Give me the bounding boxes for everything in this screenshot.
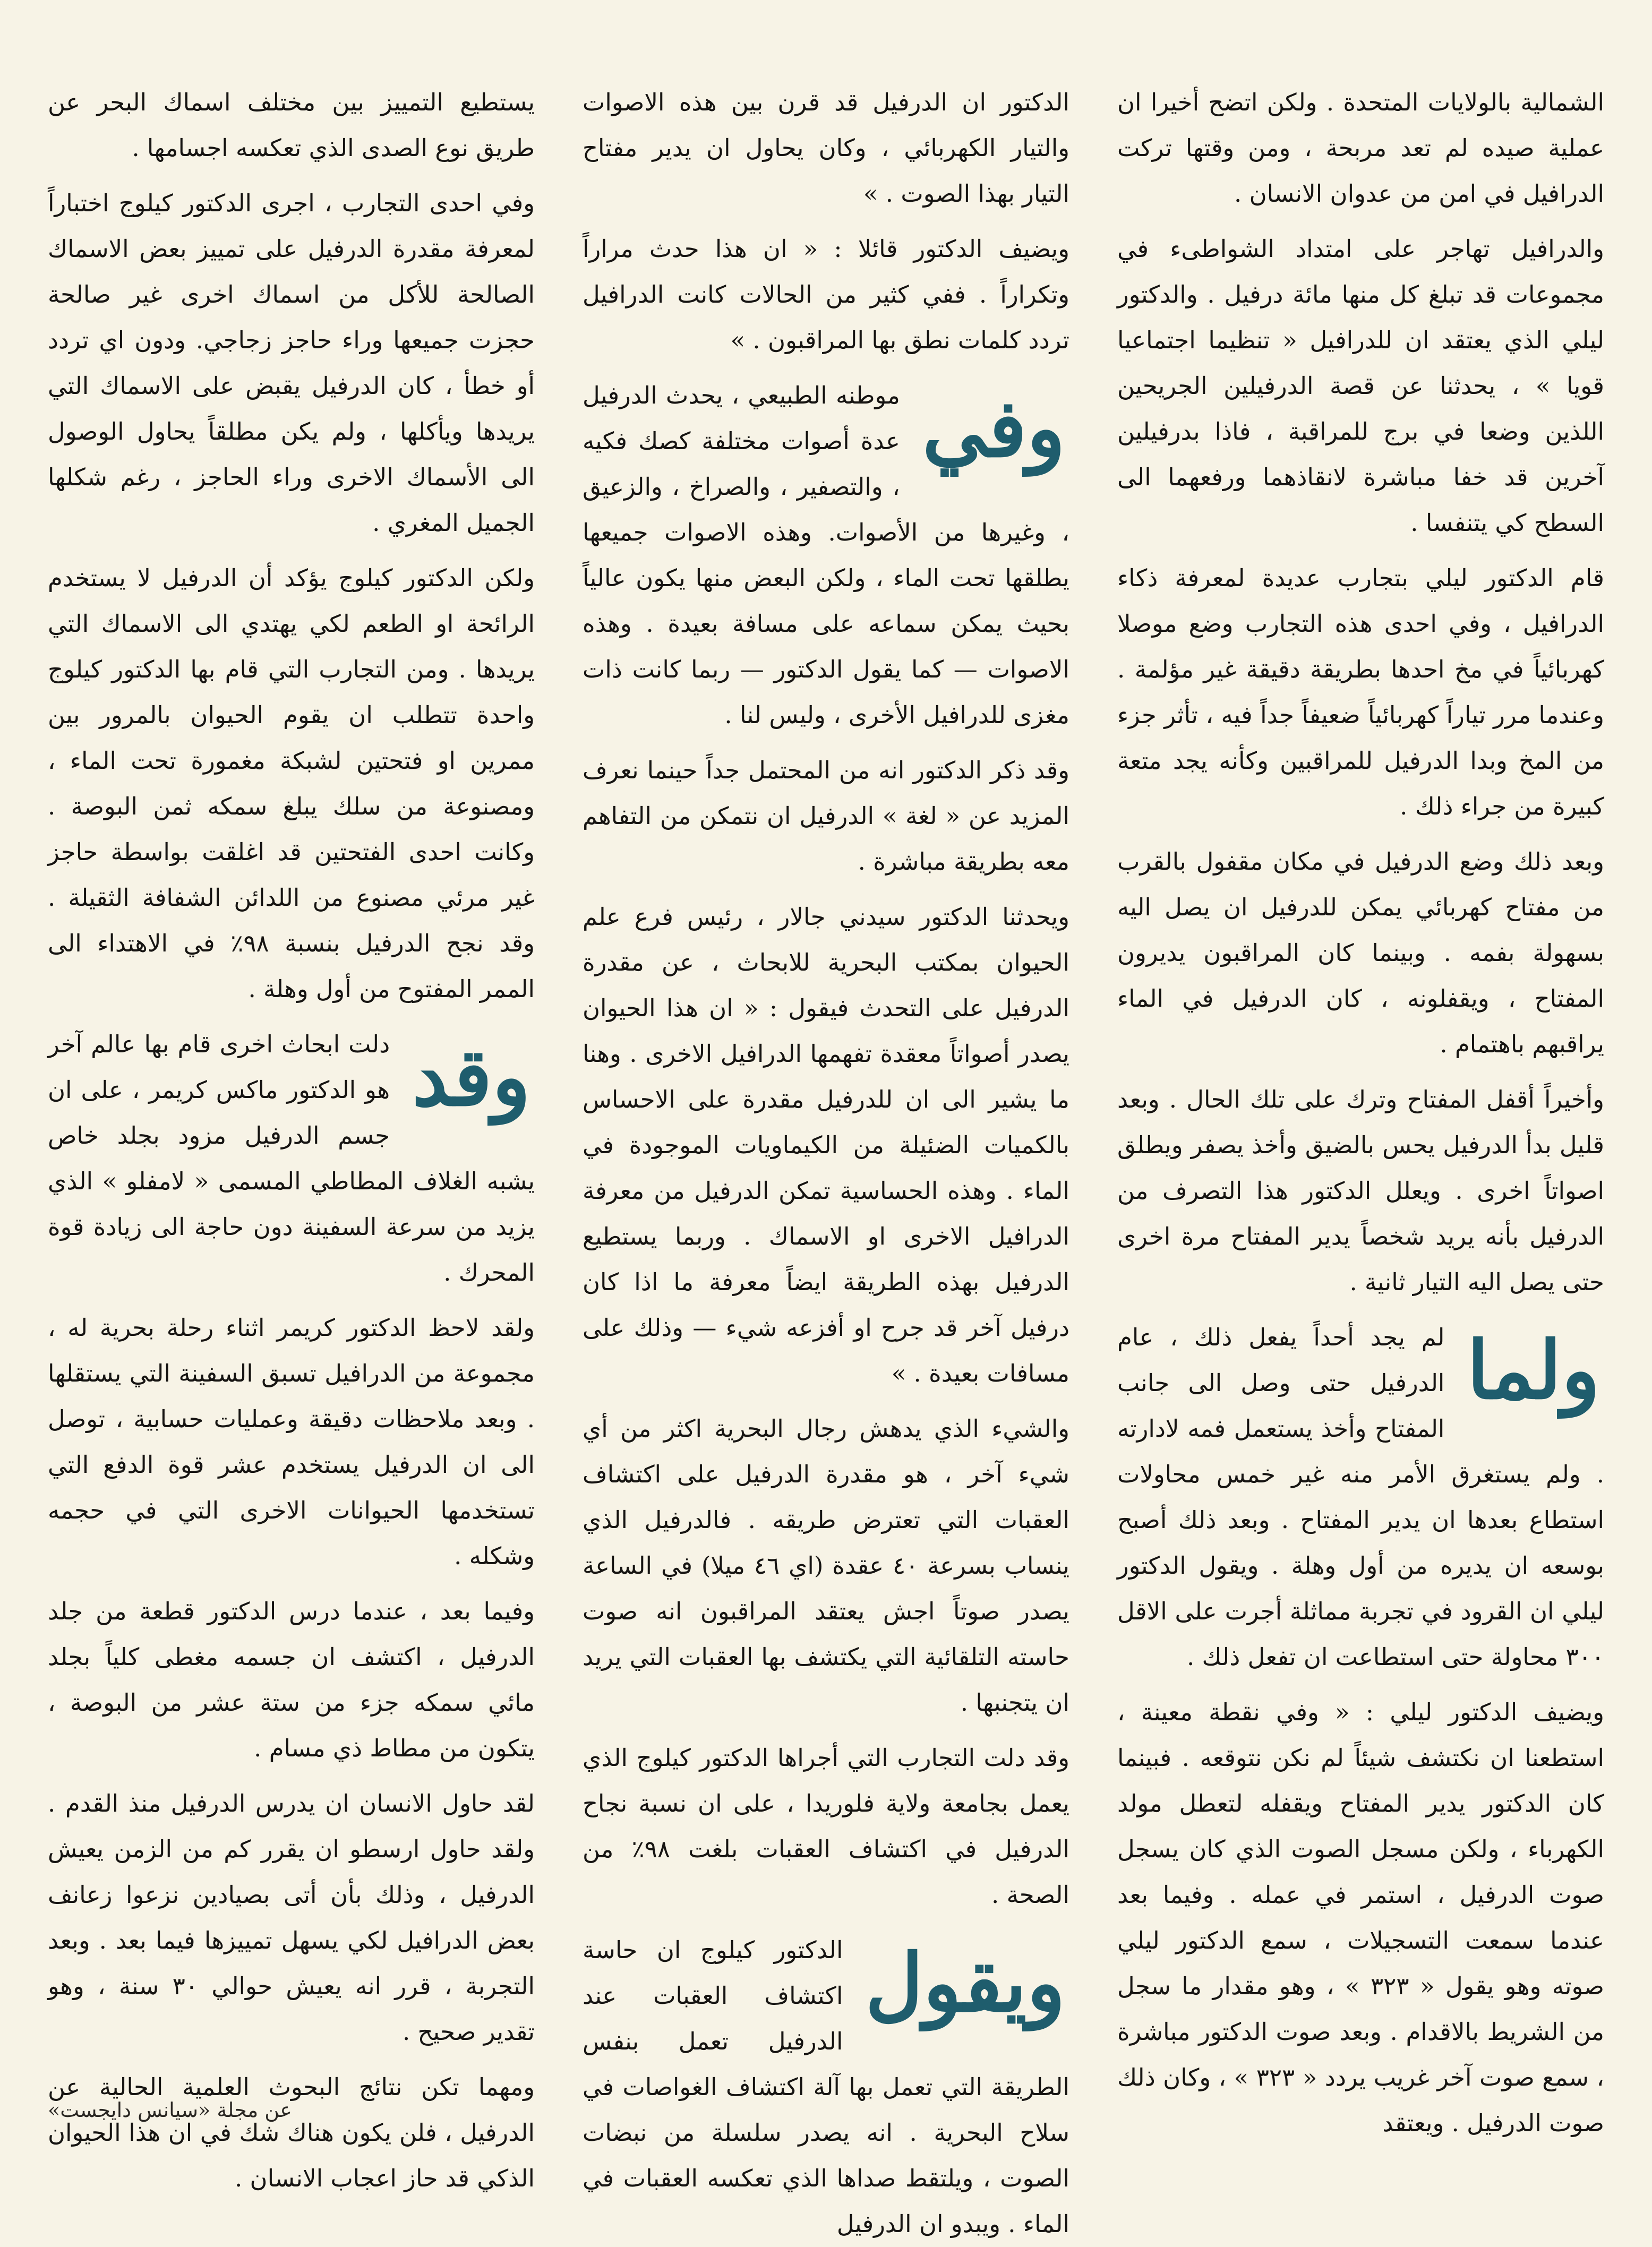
paragraph: يستطيع التمييز بين مختلف اسماك البحر عن طريق نوع الصدى الذي تعكسه اجسامها .	[48, 88, 535, 162]
paragraph: والدرافيل تهاجر على امتداد الشواطىء في مجموعات قد تبلغ كل منها مائة درفيل . والدكتور ليلي الذي يعتقد ان للدرافيل « تنظيما اجتماعيا قويا » ، يحدثنا عن قصة الدرفيلين الجريحين اللذين وضعا في برج للمراقبة ، فاذا بدرفيلين آخرين قد خفا مباشرة لانقاذهما ورفعهما الى السطح كي يتنفسا .	[1117, 235, 1604, 537]
dropcap-paragraph	[1117, 1315, 1604, 1680]
dropcap-paragraph	[583, 373, 1069, 738]
paragraph: ويحدثنا الدكتور سيدني جالار ، رئيس فرع علم الحيوان بمكتب البحرية للابحاث ، عن مقدرة الدرفيل على التحدث فيقول : « ان هذا الحيوان يصدر أصواتاً معقدة تفهمها الدرافيل الاخرى . وهنا ما يشير الى ان للدرفيل مقدرة على الاحساس بالكميات الضئيلة من الكيماويات الموجودة في الماء . وهذه الحساسية تمكن الدرفيل من معرفة الدرافيل الاخرى او الاسماك . وربما يستطيع الدرفيل بهذه الطريقة ايضاً معرفة ما اذا كان درفيل آخر قد جرح او أفزعه شيء — وذلك على مسافات بعيدة . »	[583, 903, 1069, 1387]
dropcap-word: وفي	[922, 382, 1065, 475]
paragraph: ويضيف الدكتور ليلي : « وفي نقطة معينة ، استطعنا ان نكتشف شيئاً لم نكن نتوقعه . فبينما كان الدكتور يدير المفتاح ويقفله لتعطل مولد الكهرباء ، ولكن مسجل الصوت الذي كان يسجل صوت الدرفيل ، استمر في عمله . وفيما بعد عندما سمعت التسجيلات ، سمع الدكتور ليلي صوته وهو يقول « ٣٢٣ » ، وهو مقدار ما سجل من الشريط بالاقدام . وبعد صوت الدكتور مباشرة ، سمع صوت آخر غريب يردد « ٣٢٣ » ، وكان ذلك صوت الدرفيل . ويعتقد	[1117, 1698, 1605, 2137]
paragraph: ولقد لاحظ الدكتور كريمر اثناء رحلة بحرية له ، مجموعة من الدرافيل تسبق السفينة التي يستقلها . وبعد ملاحظات دقيقة وعمليات حسابية ، توصل الى ان الدرفيل يستخدم عشر قوة الدفع التي تستخدمها الحيوانات الاخرى التي في حجمه وشكله .	[48, 1314, 535, 1570]
dropcap-word: وقد	[412, 1031, 530, 1124]
column-middle	[583, 80, 1069, 2238]
paragraph: الدكتور ان الدرفيل قد قرن بين هذه الاصوات والتيار الكهربائي ، وكان يحاول ان يدير مفتاح التيار بهذا الصوت . »	[583, 88, 1069, 208]
paragraph: ومهما تكن نتائج البحوث العلمية الحالية عن الدرفيل ، فلن يكون هناك شك في ان هذا الحيوان الذكي قد حاز اعجاب الانسان .	[48, 2073, 535, 2192]
paragraph-text: موطنه الطبيعي ، يحدث الدرفيل عدة أصوات مختلفة كصك فكيه ، والتصفير ، والصراخ ، والزعيق ، وغيرها من الأصوات. وهذه الاصوات جميعها يطلقها تحت الماء ، ولكن البعض منها يكون عالياً بحيث يمكن سماعه على مسافة بعيدة . وهذه الاصوات — كما يقول الدكتور — ربما كانت ذات مغزى للدرافيل الأخرى ، وليس لنا .	[583, 381, 1069, 729]
paragraph: قام الدكتور ليلي بتجارب عديدة لمعرفة ذكاء الدرافيل ، وفي احدى هذه التجارب وضع موصلا كهربائياً في مخ احدها بطريقة دقيقة غير مؤلمة . وعندما مرر تياراً كهربائياً ضعيفاً جداً فيه ، تأثر جزء من المخ وبدا الدرفيل للمراقبين وكأنه يجد متعة كبيرة من جراء ذلك .	[1117, 564, 1604, 820]
paragraph: وبعد ذلك وضع الدرفيل في مكان مقفول بالقرب من مفتاح كهربائي يمكن للدرفيل ان يصل اليه بسهولة بفمه . وبينما كان المراقبون يديرون المفتاح ، ويقفلونه ، كان الدرفيل في الماء يراقبهم باهتمام .	[1117, 847, 1604, 1058]
paragraph: ولكن الدكتور كيلوج يؤكد أن الدرفيل لا يستخدم الرائحة او الطعم لكي يهتدي الى الاسماك التي يريدها . ومن التجارب التي قام بها الدكتور كيلوج واحدة تتطلب ان يقوم الحيوان بالمرور بين ممرين او فتحتين لشبكة مغمورة تحت الماء ، ومصنوعة من سلك يبلغ سمكه ثمن البوصة . وكانت احدى الفتحتين قد اغلقت بواسطة حاجز غير مرئي مصنوع من اللدائن الشفافة الثقيلة . وقد نجح الدرفيل بنسبة ٩٨٪ في الاهتداء الى الممر المفتوح من أول وهلة .	[48, 564, 535, 1003]
source-credit: عن مجلة «سيانس دايجست»	[48, 2098, 292, 2122]
paragraph-text: الدكتور كيلوج ان حاسة اكتشاف العقبات عند الدرفيل تعمل بنفس الطريقة التي تعمل بها آلة اكتشاف الغواصات في سلاح البحرية . انه يصدر سلسلة من نبضات الصوت ، ويلتقط صداها الذي تعكسه العقبات في الماء . ويبدو ان الدرفيل	[583, 1936, 1069, 2238]
paragraph: وفي احدى التجارب ، اجرى الدكتور كيلوج اختباراً لمعرفة مقدرة الدرفيل على تمييز بعض الاسماك الصالحة للأكل من اسماك اخرى غير صالحة حجزت جميعها وراء حاجز زجاجي. ودون اي تردد أو خطأ ، كان الدرفيل يقبض على الاسماك التي يريدها ويأكلها ، ولم يكن مطلقاً يحاول الوصول الى الأسماك الاخرى وراء الحاجز ، رغم شكلها الجميل المغري .	[48, 189, 535, 537]
paragraph-text: لم يجد أحداً يفعل ذلك ، عام الدرفيل حتى وصل الى جانب المفتاح وأخذ يستعمل فمه لادارته . ولم يستغرق الأمر منه غير خمس محاولات استطاع بعدها ان يدير المفتاح . وبعد ذلك أصبح بوسعه ان يديره من أول وهلة . ويقول الدكتور ليلي ان القرود في تجربة مماثلة أجرت على الاقل ٣٠٠ محاولة حتى استطاعت ان تفعل ذلك .	[1117, 1323, 1604, 1671]
dropcap-paragraph	[48, 1022, 535, 1296]
paragraph-text: دلت ابحاث اخرى قام بها عالم آخر هو الدكتور ماكس كريمر ، على ان جسم الدرفيل مزود بجلد خاص يشبه الغلاف المطاطي المسمى « لامفلو » الذي يزيد من سرعة السفينة دون حاجة الى زيادة قوة المحرك .	[48, 1030, 535, 1287]
paragraph: ويضيف الدكتور قائلا : « ان هذا حدث مراراً وتكراراً . ففي كثير من الحالات كانت الدرافيل تردد كلمات نطق بها المراقبون . »	[583, 235, 1069, 354]
paragraph: الشمالية بالولايات المتحدة . ولكن اتضح أخيرا ان عملية صيده لم تعد مربحة ، ومن وقتها تركت الدرافيل في امن من عدوان الانسان .	[1117, 88, 1604, 208]
dropcap-word: ولما	[1467, 1324, 1600, 1417]
column-right	[1117, 80, 1605, 2137]
paragraph: وقد دلت التجارب التي أجراها الدكتور كيلوج الذي يعمل بجامعة ولاية فلوريدا ، على ان نسبة نجاح الدرفيل في اكتشاف العقبات بلغت ٩٨٪ من الصحة .	[583, 1744, 1069, 1909]
paragraph: وقد ذكر الدكتور انه من المحتمل جداً حينما نعرف المزيد عن « لغة » الدرفيل ان نتمكن من التفاهم معه بطريقة مباشرة .	[583, 756, 1069, 876]
paragraph: وفيما بعد ، عندما درس الدكتور قطعة من جلد الدرفيل ، اكتشف ان جسمه مغطى كلياً بجلد مائي سمكه جزء من ستة عشر من البوصة ، يتكون من مطاط ذي مسام .	[48, 1597, 535, 1762]
dropcap-word: ويقول	[865, 1936, 1065, 2030]
dropcap-paragraph	[583, 1927, 1069, 2247]
paragraph: والشيء الذي يدهش رجال البحرية اكثر من أي شيء آخر ، هو مقدرة الدرفيل على اكتشاف العقبات التي تعترض طريقه . فالدرفيل الذي ينساب بسرعة ٤٠ عقدة (اي ٤٦ ميلا) في الساعة يصدر صوتاً اجش يعتقد المراقبون انه صوت حاسته التلقائية التي يكتشف بها العقبات التي يريد ان يتجنبها .	[583, 1414, 1069, 1717]
paragraph: وأخيراً أقفل المفتاح وترك على تلك الحال . وبعد قليل بدأ الدرفيل يحس بالضيق وأخذ يصفر ويطلق اصواتاً اخرى . ويعلل الدكتور هذا التصرف من الدرفيل بأنه يريد شخصاً يدير المفتاح مرة اخرى حتى يصل اليه التيار ثانية .	[1117, 1085, 1604, 1296]
paragraph: لقد حاول الانسان ان يدرس الدرفيل منذ القدم . ولقد حاول ارسطو ان يقرر كم من الزمن يعيش الدرفيل ، وذلك بأن أتى بصيادين نزعوا زعانف بعض الدرافيل لكي يسهل تمييزها فيما بعد . وبعد التجربة ، قرر انه يعيش حوالي ٣٠ سنة ، وهو تقدير صحيح .	[48, 1789, 535, 2046]
